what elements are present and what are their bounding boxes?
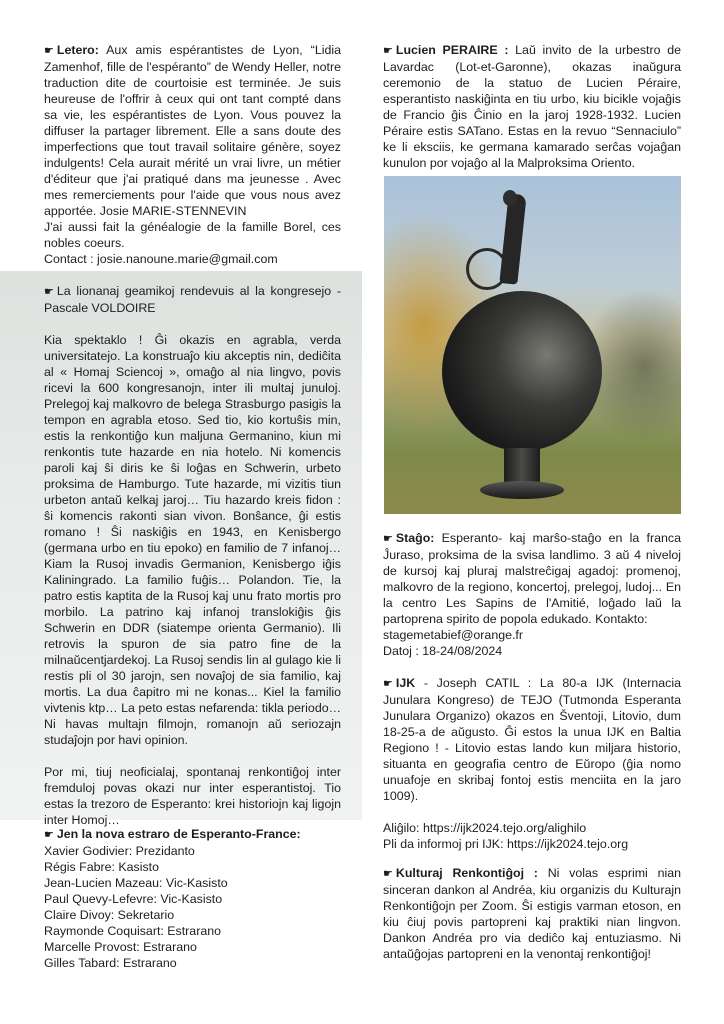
pointing-hand-icon: ☛ [44, 286, 54, 298]
letero-note: J'ai aussi fait la généalogie de la famille Borel, ces nobles coeurs. [44, 220, 341, 250]
contact-label: Contact : [44, 252, 98, 266]
estraro-member: Paul Quevy-Lefevre: Vic-Kasisto [44, 892, 223, 906]
stago-body: Esperanto- kaj marŝo-staĝo en la franca Ĵuraso, proksima de la svisa landlimo. 3 aŭ 4 niveloj de kursoj kaj pluraj malstreĉigaj agadoj: promenoj, malkovro de la regiono, koncertoj, prelegoj, ludoj... En la centro Les Sapins de l'Amitié, loĝado laŭ la partoprena spirito de popola edukado. Kontakto: [383, 531, 681, 626]
kulturaj-title: Kulturaj Renkontiĝoj : [395, 866, 538, 880]
stago-email-line [383, 627, 681, 643]
aligilo-label: Aliĝilo: [383, 821, 423, 835]
rendevuo-paragraph-2: Por mi, tiuj neoficialaj, spontanaj renkontiĝoj inter fremduloj povas okazi nur inter esperantistoj. Tio estas la trezoro de Esperanto: krei historiojn kaj ligojn inter Homoj… [44, 765, 341, 827]
estraro-member: Marcelle Provost: Estrarano [44, 940, 197, 954]
stago-paragraph [383, 530, 681, 627]
kulturaj-paragraph [383, 865, 681, 962]
ijk-article [383, 675, 681, 852]
estraro-member: Raymonde Coquisart: Estrarano [44, 924, 221, 938]
letero-contact [44, 251, 341, 267]
pointing-hand-icon: ☛ [44, 45, 54, 57]
letero-body: Aux amis espérantistes de Lyon, “Lidia Zamenhof, fille de l'espéranto” de Wendy Heller, notre traduction dite de courtoisie est terminée. Je suis heureuse de l'offrir à ceux qui ont tant compté dans sa vie, les espérantistes de Lyon. Vous pouvez la diffuser la partager librement. Elle a sans doute des imperfections que tout travail solitaire génère, soyez indulgents! Cela aurait mérité un vrai livre, un métier d'éditeur que j'ai pratiqué dans ma jeunesse . Avec mes remerciements pour l'aide que vous nous avez apportée. Josie MARIE-STENNEVIN [44, 43, 341, 218]
kulturaj-body: Ni volas esprimi nian sinceran dankon al Andréa, kiu organizis du Kulturajn Renkontiĝojn per Zoom. Ŝi estigis varman etoson, en kiu ĉiuj povis partopreni kaj praktiki nian lingvon. Dankon Andréa pro via dediĉo kaj entuziasmo. Ni antaŭĝojas partopreni en la venontaj renkontiĝoj! [383, 866, 681, 961]
statue-photo [384, 176, 681, 514]
ijk-paragraph [383, 675, 681, 804]
statue-base [480, 481, 564, 499]
estraro-member: Régis Fabre: Kasisto [44, 860, 160, 874]
peraire-article [383, 42, 681, 171]
rendevuo-title-line [44, 283, 341, 316]
peraire-body: Laŭ invito de la urbestro de Lavardac (Lot-et-Garonne), okazas inaŭgura ceremonio de la statuo de Lucien Péraire, esperantisto naskiĝinta en tiu urbo, kiu bicikle vojaĝis de Francio ĝis Ĉinio en la jaroj 1928-1932. Lucien Péraire estis SATano. Estas en la revuo “Sennaciulo” ke li eksciis, ke germana kamarado serĉas vojaĝan kunulon por vojaĝo al la Malproksima Oriento. [383, 43, 681, 170]
info-label: Pli da informoj pri IJK: [383, 837, 507, 851]
stago-email-link[interactable]: stagemetabief@orange.fr [383, 628, 524, 642]
stago-title: Staĝo: [395, 531, 435, 545]
estraro-article [44, 826, 341, 971]
contact-email-link[interactable]: josie.nanoune.marie@gmail.com [97, 252, 278, 266]
cyclist-head [503, 190, 517, 206]
peraire-title: Lucien PERAIRE : [395, 43, 509, 57]
pointing-hand-icon: ☛ [44, 829, 54, 841]
estraro-member: Gilles Tabard: Estrarano [44, 956, 177, 970]
kulturaj-article [383, 865, 681, 962]
rendevuo-article [44, 283, 341, 828]
ijk-info-link[interactable]: https://ijk2024.tejo.org [506, 837, 629, 851]
estraro-member: Xavier Godivier: Prezidanto [44, 844, 195, 858]
stago-dates: Datoj : 18-24/08/2024 [383, 644, 503, 658]
letero-title: Letero: [56, 43, 99, 57]
pointing-hand-icon: ☛ [383, 678, 393, 690]
estraro-member: Jean-Lucien Mazeau: Vic-Kasisto [44, 876, 228, 890]
pointing-hand-icon: ☛ [383, 868, 393, 880]
rendevuo-paragraph-1: Kia spektaklo ! Ĝi okazis en agrabla, verda universitatejo. La konstruaĵo kiu akceptis nin, dediĉita al « Homaj Sciencoj », omaĝo al nia lingvo, povis ricevi la 600 kongresanojn, inter ili multaj junuloj. Prelegoj kaj malkovro de belega Strasburgo pasigis la tempon en agrabla etoso. Sed tio, kio kortuŝis min, estis la renkontiĝo kun maljuna Germanino, kiun mi renkontis tute hazarde en nia hotelo. Ni komencis paroli kaj ŝi diris ke ŝi loĝas en Schwerin, urbeto proksima de Hamburgo. Tute hazarde, mi vizitis tiun urbeton antaŭ kelkaj jaroj… Tiu hazardo kreis fidon : ŝi komencis rakonti sian vivon. Bonŝance, ĝi estis romano ! Ŝi naskiĝis en 1943, en Kenisbergo (germana urbo en tiu epoko) en familio de 7 infanoj… Kiam la Rusoj invadis Germanion, Kenisbergo iĝis Kaliningrado. La familio fuĝis… Polandon. Tie, la patro estis kaptita de la Rusoj kaj unu frato mortis pro morbilo. La patrino kaj infanoj translokiĝis ĝis Schwerin en DDR (siatempe orienta Germanio). Ili retrovis la spuron de sia patro fine de la milnaŭcentjardekoj. La Rusoj sendis lin al gulago kie li restis pli ol 30 jarojn, sen novaĵoj de sia familio, kaj mortis. La dua ĉapitro mi ne konas... Kiel la familio vivtenis ktp… La peto estas nefarenda: tikla periodo… Ni havas multajn filmojn, romanojn aŭ seriozajn studaĵojn por havi opinion. [44, 333, 341, 747]
ijk-aligilo-line [383, 820, 681, 836]
estraro-title: Jen la nova estraro de Esperanto-France: [56, 827, 301, 841]
ijk-title: IJK [395, 676, 416, 690]
estraro-title-line [44, 826, 341, 843]
letero-paragraph [44, 42, 341, 219]
globe-sculpture [442, 291, 602, 451]
peraire-paragraph [383, 42, 681, 171]
pointing-hand-icon: ☛ [383, 45, 393, 57]
estraro-member: Claire Divoy: Sekretario [44, 908, 175, 922]
stago-article [383, 530, 681, 659]
aligilo-link[interactable]: https://ijk2024.tejo.org/alighilo [422, 821, 587, 835]
rendevuo-title: La lionanaj geamikoj rendevuis al la kongresejo - Pascale VOLDOIRE [44, 284, 341, 315]
letero-article [44, 42, 341, 267]
pointing-hand-icon: ☛ [383, 533, 393, 545]
ijk-body: - Joseph CATIL : La 80-a IJK (Internacia Junulara Kongreso) de TEJO (Tutmonda Esperanta Junulara Organizo) okazos en Šventoji, Litovio, dum 18-25-a de aŭgusto. Ĝi estos la unua IJK en Baltia Regiono ! - Litovio estas lando kun miljara historio, situanta en geografia centro de Eŭropo (ĝia nomo unuafoje en skribaj fontoj estis menciita en la jaro 1009). [383, 676, 681, 803]
ijk-info-line [383, 836, 681, 852]
cyclist-figure [499, 193, 526, 284]
